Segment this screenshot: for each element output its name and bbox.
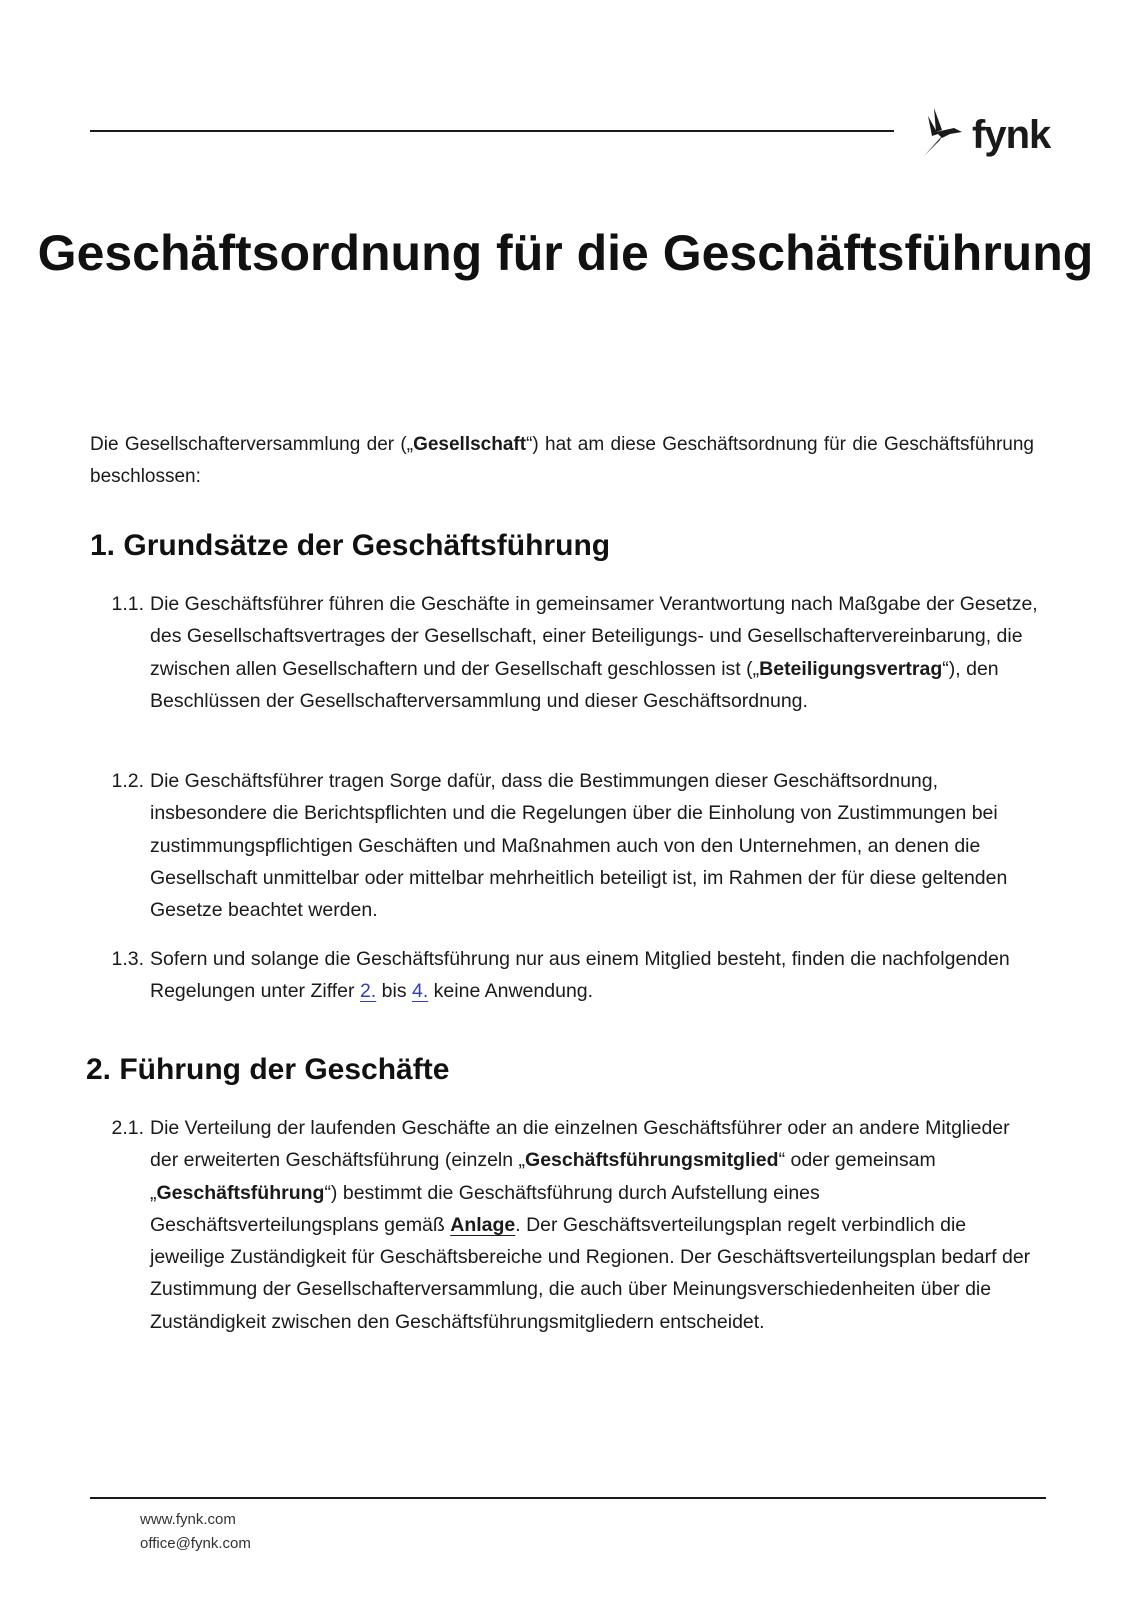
footer-divider bbox=[90, 1497, 1046, 1499]
clause-number: 1.2. bbox=[111, 770, 144, 792]
logo bbox=[920, 106, 1050, 163]
anlage-link[interactable]: Anlage bbox=[450, 1213, 516, 1236]
defined-term: Geschäftsführungsmitglied bbox=[525, 1149, 779, 1172]
clause-number: 2.1. bbox=[111, 1117, 144, 1139]
logo-text: fynk bbox=[972, 112, 1051, 157]
document-title: Geschäftsordnung für die Geschäftsführung bbox=[37, 225, 1094, 281]
section-2-link[interactable]: 2. bbox=[359, 980, 377, 1003]
footer-email[interactable]: office@fynk.com bbox=[140, 1535, 251, 1552]
clause-number: 1.3. bbox=[111, 948, 144, 970]
header-divider bbox=[90, 130, 894, 132]
section-4-link[interactable]: 4. bbox=[411, 980, 429, 1003]
intro-paragraph: Die Gesellschafterversammlung der („Gesellschaft“) hat am diese Geschäftsordnung für die Geschäftsführung beschlossen: bbox=[90, 434, 1034, 487]
defined-term: Beteiligungsvertrag bbox=[759, 657, 943, 680]
footer bbox=[140, 1508, 251, 1556]
section-heading-1: 1. Grundsätze der Geschäftsführung bbox=[90, 529, 611, 562]
defined-term: Geschäftsführung bbox=[156, 1181, 325, 1204]
section-heading-2: 2. Führung der Geschäfte bbox=[86, 1053, 450, 1086]
fynk-bird-icon bbox=[920, 106, 966, 163]
clause-1-1: 1.1. Die Geschäftsführer führen die Geschäfte in gemeinsamer Verantwortung nach Maßgabe der Gesetze, des Gesellschaftsvertrages der Gesellschaft, einer Beteiligungs- und Gesellschaftervereinbarung, die zwischen allen Gesellschaftern und der Gesellschaft geschlossen ist („Beteiligungsvertrag“), den Beschlüssen der Gesellschafterversammlung und dieser Geschäftsordnung. bbox=[150, 588, 1040, 717]
clause-number: 1.1. bbox=[111, 593, 144, 615]
footer-website[interactable]: www.fynk.com bbox=[140, 1511, 236, 1528]
clause-1-3: 1.3. Sofern und solange die Geschäftsführung nur aus einem Mitglied besteht, finden die nachfolgenden Regelungen unter Ziffer 2. bis 4. keine Anwendung. bbox=[150, 943, 1040, 1008]
clause-1-2: 1.2. Die Geschäftsführer tragen Sorge dafür, dass die Bestimmungen dieser Geschäftsordnung, insbesondere die Berichtspflichten und die Regelungen über die Einholung von Zustimmungen bei zustimmungspflichtigen Geschäften und Maßnahmen auch von den Unternehmen, an denen die Gesellschaft unmittelbar oder mittelbar mehrheitlich beteiligt ist, im Rahmen der für diese geltenden Gesetze beachtet werden. bbox=[150, 765, 1040, 926]
defined-term: Gesellschaft bbox=[413, 434, 527, 455]
clause-2-1: 2.1. Die Verteilung der laufenden Geschäfte an die einzelnen Geschäftsführer oder an andere Mitglieder der erweiterten Geschäftsführung (einzeln „Geschäftsführungsmitglied“ oder gemeinsam „Geschäftsführung“) bestimmt die Geschäftsführung durch Aufstellung eines Geschäftsverteilungsplans gemäß Anlage. Der Geschäftsverteilungsplan regelt verbindlich die jeweilige Zuständigkeit für Geschäftsbereiche und Regionen. Der Geschäftsverteilungsplan bedarf der Zustimmung der Gesellschafterversammlung, die auch über Meinungsverschiedenheiten über die Zuständigkeit zwischen den Geschäftsführungsmitgliedern entscheidet. bbox=[150, 1112, 1040, 1338]
